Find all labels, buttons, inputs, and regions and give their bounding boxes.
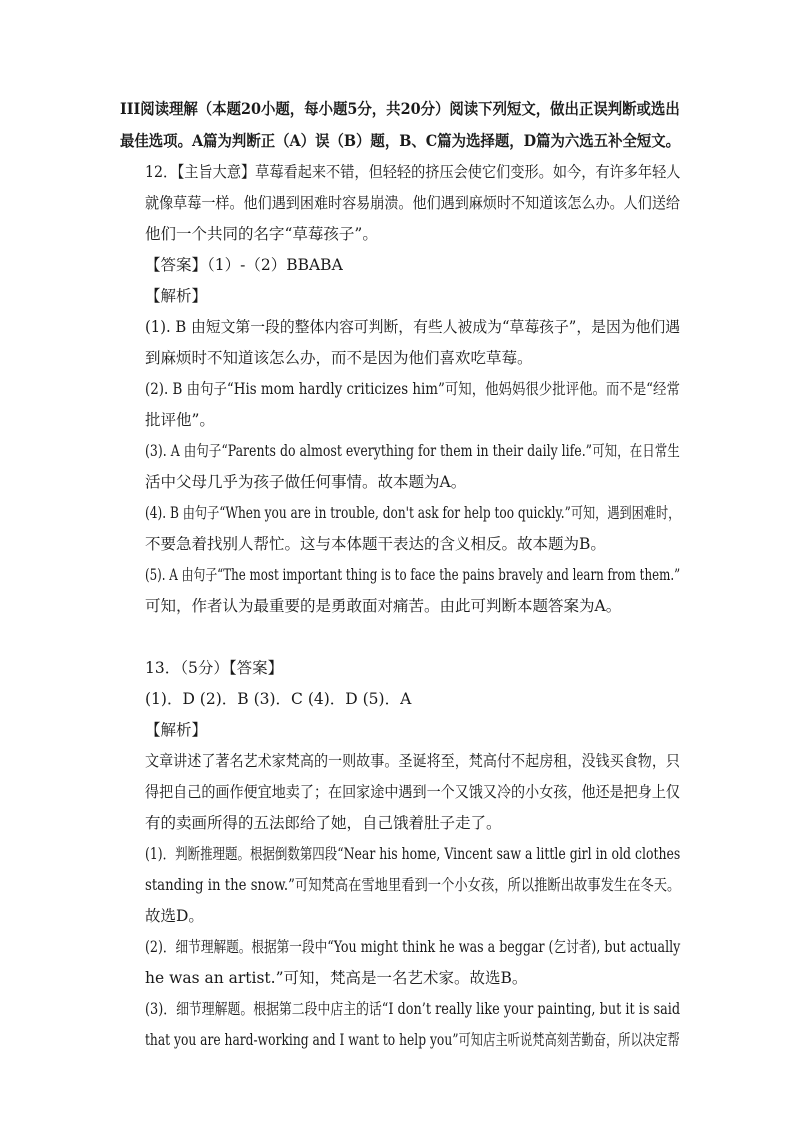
q13-analysis-label: 【解析】 xyxy=(145,721,208,739)
q12-analysis-line: (5). A 由句子“The most important thing is to face the pains bravely and learn from them.” xyxy=(145,566,681,584)
q13-analysis-line: (2)．细节理解题。根据第一段中“You might think he was a beggar (乞讨者), but actually xyxy=(145,938,681,956)
q12-analysis-line: (4). B 由句子“When you are in trouble, don't ask for help too quickly.”可知，遇到困难时， xyxy=(145,504,681,522)
q12-analysis-line: (3). A 由句子“Parents do almost everything for them in their daily life.”可知，在日常生 xyxy=(145,442,680,460)
q12-analysis-line: 活中父母几乎为孩子做任何事情。故本题为A。 xyxy=(145,473,467,491)
section-header-line-1: III阅读理解（本题20小题，每小题5分，共20分）阅读下列短文，做出正误判断或选出 xyxy=(120,99,680,118)
q12-analysis-line: 可知，作者认为最重要的是勇敢面对痛苦。由此可判断本题答案为A。 xyxy=(145,597,622,615)
q13-header: 13．（5分）【答案】 xyxy=(145,659,284,677)
q12-analysis-line: 到麻烦时不知道该怎么办，而不是因为他们喜欢吃草莓。 xyxy=(145,349,533,367)
q12-analysis-label: 【解析】 xyxy=(145,287,208,305)
section-header-line-2: 最佳选项。A篇为判断正（A）误（B）题，B、C篇为选择题，D篇为六选五补全短文。 xyxy=(120,131,681,150)
q13-analysis-line: (3)．细节理解题。根据第二段中店主的话“I don’t really like your painting, but it is said xyxy=(145,1000,681,1018)
q13-analysis-line: standing in the snow.”可知梵高在雪地里看到一个小女孩，所以推断出故事发生在冬天。 xyxy=(145,876,681,894)
q13-answers: (1)．D (2)．B (3)．C (4)．D (5)．A xyxy=(145,690,412,708)
q12-summary-line: 他们一个共同的名字“草莓孩子”。 xyxy=(145,225,378,243)
q12-summary-line: 就像草莓一样。他们遇到困难时容易崩溃。他们遇到麻烦时不知道该怎么办。人们送给 xyxy=(145,194,681,212)
q12-analysis-line: (2). B 由句子“His mom hardly criticizes him”可知，他妈妈很少批评他。而不是“经常 xyxy=(145,380,680,398)
q13-analysis-line: that you are hard-working and I want to help you”可知店主听说梵高刻苦勤奋，所以决定帮 xyxy=(145,1031,680,1049)
q13-analysis-line: 得把自己的画作便宜地卖了；在回家途中遇到一个又饿又冷的小女孩，他还是把身上仅 xyxy=(145,783,681,801)
q13-analysis-line: 故选D。 xyxy=(145,907,204,925)
q12-analysis-line: 不要急着找别人帮忙。这与本体题干表达的含义相反。故本题为B。 xyxy=(145,535,606,553)
q13-analysis-line: 有的卖画所得的五法郎给了她，自己饿着肚子走了。 xyxy=(145,814,502,832)
q13-analysis-line: (1)．判断推理题。根据倒数第四段“Near his home, Vincent saw a little girl in old clothes xyxy=(145,845,681,863)
q12-analysis-line: (1). B 由短文第一段的整体内容可判断，有些人被成为“草莓孩子”，是因为他们遇 xyxy=(145,318,681,336)
q13-analysis-line: 文章讲述了著名艺术家梵高的一则故事。圣诞将至，梵高付不起房租，没钱买食物，只 xyxy=(145,752,681,770)
q13-analysis-line: he was an artist.”可知，梵高是一名艺术家。故选B。 xyxy=(145,969,528,987)
q12-analysis-line: 批评他”。 xyxy=(145,411,215,429)
q12-answer: 【答案】（1）-（2）BBABA xyxy=(145,256,343,274)
q12-summary-line: 12．【主旨大意】草莓看起来不错，但轻轻的挤压会使它们变形。如今，有许多年轻人 xyxy=(145,163,681,181)
